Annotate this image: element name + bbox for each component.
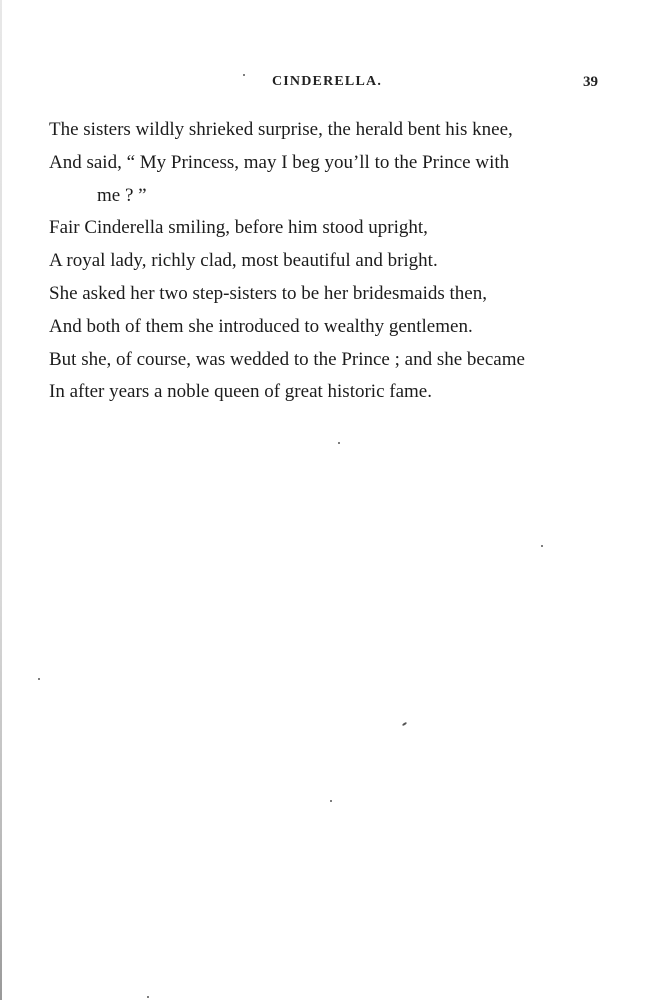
page-header	[0, 74, 654, 96]
scan-speck	[330, 800, 332, 802]
poem-line: The sisters wildly shrieked surprise, the herald bent his knee,	[49, 119, 513, 140]
poem-text	[49, 114, 609, 409]
page-edge-shadow	[0, 0, 2, 1000]
scan-speck	[147, 996, 149, 998]
scan-speck	[402, 722, 407, 727]
poem-line: But she, of course, was wedded to the Prince ; and she became	[49, 348, 525, 370]
poem-line-continuation: me ? ”	[97, 184, 147, 206]
running-title: CINDERELLA.	[271, 74, 383, 89]
poem-line: Fair Cinderella smiling, before him stood upright,	[49, 217, 428, 239]
scan-speck	[38, 678, 40, 680]
poem-line: And both of them she introduced to wealthy gentlemen.	[49, 315, 473, 337]
scan-speck	[243, 74, 245, 76]
poem-line: In after years a noble queen of great historic fame.	[49, 381, 432, 403]
scan-speck	[541, 545, 543, 547]
scan-speck	[338, 442, 340, 444]
poem-line: And said, “ My Princess, may I beg you’ll to the Prince with	[49, 151, 510, 173]
poem-line: A royal lady, richly clad, most beautiful and bright.	[49, 250, 438, 272]
page-number: 39	[583, 74, 598, 90]
poem-line: She asked her two step-sisters to be her bridesmaids then,	[49, 282, 487, 304]
